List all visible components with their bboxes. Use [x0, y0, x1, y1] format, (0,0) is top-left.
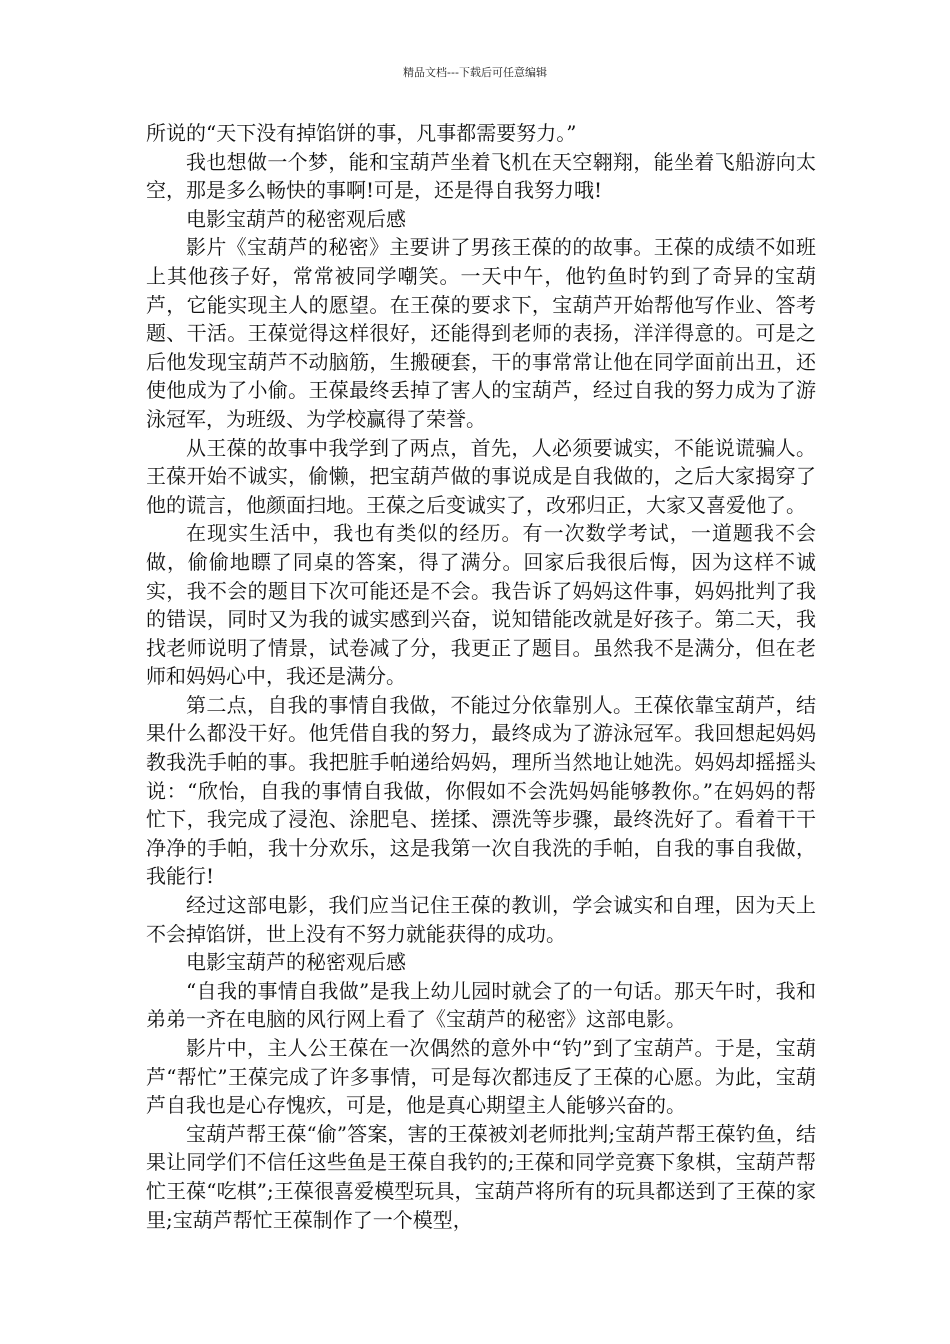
paragraph: 从王葆的故事中我学到了两点，首先，人必须要诚实，不能说谎骗人。王葆开始不诚实，偷懒，把宝葫芦做的事说成是自我做的，之后大家揭穿了他的谎言，他颜面扫地。王葆之后变诚实了，改邪归正，大家又喜爱他了。: [146, 435, 816, 517]
paragraph: 经过这部电影，我们应当记住王葆的教训，学会诚实和自理，因为天上不会掉馅饼，世上没有不努力就能获得的成功。: [146, 893, 816, 946]
paragraph: “自我的事情自我做”是我上幼儿园时就会了的一句话。那天午时，我和弟弟一齐在电脑的风行网上看了《宝葫芦的秘密》这部电影。: [146, 978, 816, 1032]
paragraph: 在现实生活中，我也有类似的经历。有一次数学考试，一道题我不会做，偷偷地瞟了同桌的答案，得了满分。回家后我很后悔，因为这样不诚实，我不会的题目下次可能还是不会。我告诉了妈妈这件事，妈妈批判了我的错误，同时又为我的诚实感到兴奋，说知错能改就是好孩子。第二天，我找老师说明了情景，试卷减了分，我更正了题目。虽然我不是满分，但在老师和妈妈心中，我还是满分。: [146, 521, 816, 689]
paragraph: 宝葫芦帮王葆“偷”答案，害的王葆被刘老师批判;宝葫芦帮王葆钓鱼，结果让同学们不信任这些鱼是王葆自我钓的;王葆和同学竞赛下象棋，宝葫芦帮忙王葆“吃棋”;王葆很喜爱模型玩具，宝葫芦将所有的玩具都送到了王葆的家里;宝葫芦帮忙王葆制作了一个模型，: [146, 1121, 816, 1232]
paragraph: 第二点，自我的事情自我做，不能过分依靠别人。王葆依靠宝葫芦，结果什么都没干好。他凭借自我的努力，最终成为了游泳冠军。我回想起妈妈教我洗手帕的事。我把脏手帕递给妈妈，理所当然地让她洗。妈妈却摇摇头说：“欣怡，自我的事情自我做，你假如不会洗妈妈能够教你。”在妈妈的帮忙下，我完成了浸泡、涂肥皂、搓揉、漂洗等步骤，最终洗好了。看着干干净净的手帕，我十分欢乐，这是我第一次自我洗的手帕，自我的事自我做，我能行!: [146, 692, 816, 889]
paragraph: 影片《宝葫芦的秘密》主要讲了男孩王葆的的故事。王葆的成绩不如班上其他孩子好，常常被同学嘲笑。一天中午，他钓鱼时钓到了奇异的宝葫芦，它能实现主人的愿望。在王葆的要求下，宝葫芦开始帮他写作业、答考题、干活。王葆觉得这样很好，还能得到老师的表扬，洋洋得意的。可是之后他发现宝葫芦不动脑筋，生搬硬套，干的事常常让他在同学面前出丑，还使他成为了小偷。王葆最终丢掉了害人的宝葫芦，经过自我的努力成为了游泳冠军，为班级、为学校赢得了荣誉。: [146, 235, 816, 431]
page-header: 精品文档---下载后可任意编辑: [403, 66, 547, 79]
document-body: [146, 119, 816, 1234]
paragraph: 我也想做一个梦，能和宝葫芦坐着飞机在天空翱翔，能坐着飞船游向太空，那是多么畅快的事啊!可是，还是得自我努力哦!: [146, 149, 816, 203]
paragraph: 影片中，主人公王葆在一次偶然的意外中“钓”到了宝葫芦。于是，宝葫芦“帮忙”王葆完成了许多事情，可是每次都违反了王葆的心愿。为此，宝葫芦自我也是心存愧疚，可是，他是真心期望主人能够兴奋的。: [146, 1036, 816, 1118]
section-title: 电影宝葫芦的秘密观后感: [186, 206, 406, 231]
paragraph: 所说的“天下没有掉馅饼的事，凡事都需要努力。”: [146, 121, 577, 145]
section-title: 电影宝葫芦的秘密观后感: [186, 950, 406, 975]
